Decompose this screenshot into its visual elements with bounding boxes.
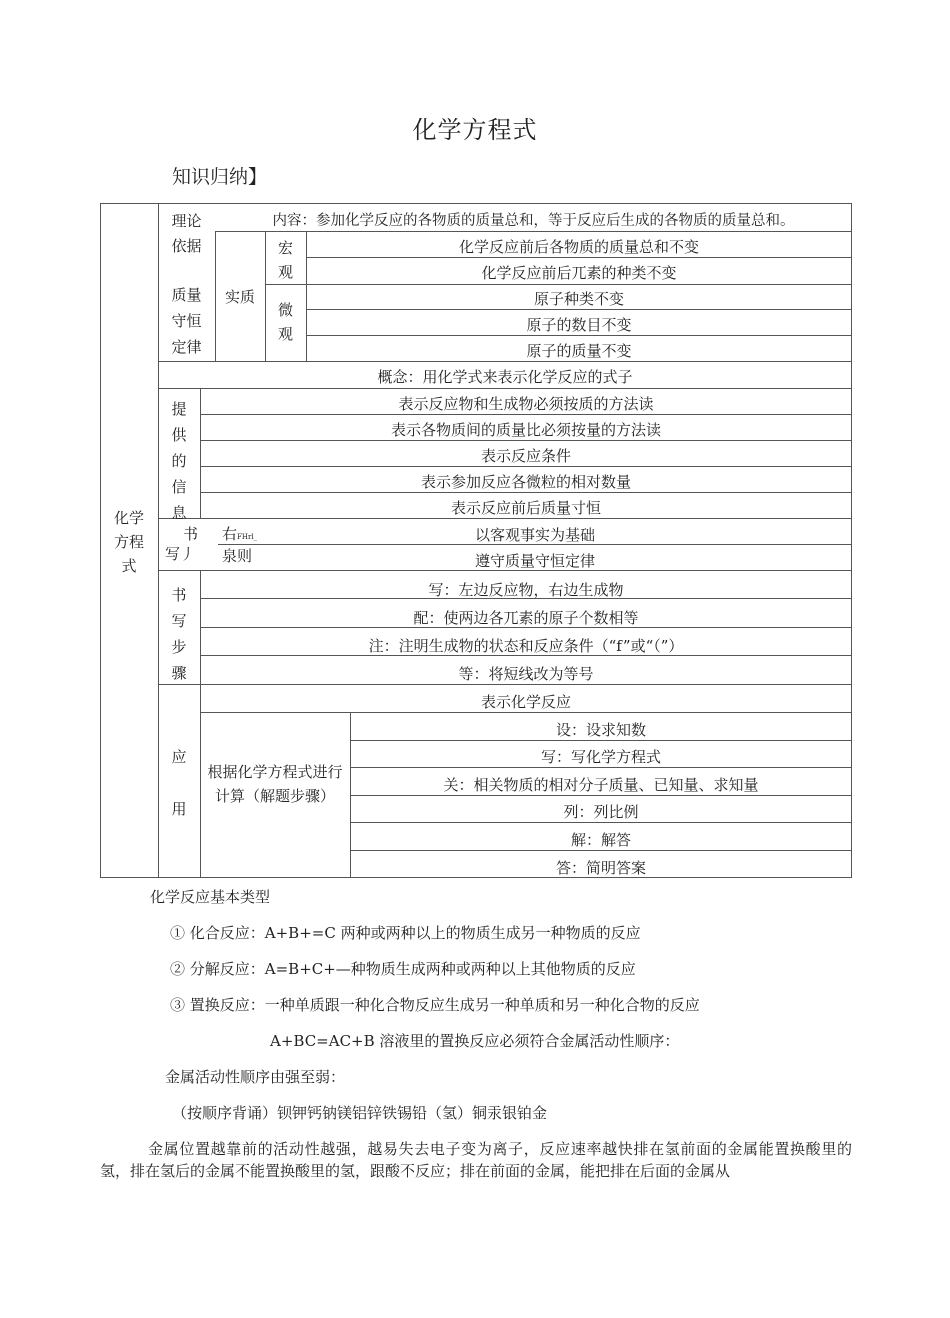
calc-step: 写：写化学方程式 bbox=[540, 748, 661, 766]
calc-step: 解：解答 bbox=[570, 831, 631, 849]
calc-step: 设：设求知数 bbox=[555, 721, 646, 739]
reaction-type-displacement: ③ 置换反应：一种单质跟一种化合物反应生成另一种单质和另一种化合物的反应 bbox=[170, 996, 700, 1014]
activity-series-heading: 金属活动性顺序由强至弱： bbox=[165, 1068, 346, 1086]
info-item: 表示反应物和生成物必须按质的方法读 bbox=[398, 395, 654, 413]
principle-label-b: 写丿 bbox=[165, 545, 196, 563]
calc-step: 列：列比例 bbox=[563, 803, 639, 821]
step-item: 等：将短线改为等号 bbox=[458, 665, 594, 683]
principle-label-a: 书 bbox=[183, 525, 199, 543]
reaction-types-heading: 化学反应基本类型 bbox=[150, 888, 271, 906]
reaction-type-combination: ① 化合反应：A+B+=C 两种或两种以上的物质生成另一种物质的反应 bbox=[170, 924, 641, 942]
calc-step: 关：相关物质的相对分子质量、已知量、求知量 bbox=[443, 776, 759, 794]
principle-sub-b: 泉则 bbox=[222, 547, 253, 565]
mass-conservation-label: 质量 守恒 定律 bbox=[171, 286, 202, 356]
law-content: 内容：参加化学反应的各物质的质量总和，等于反应后生成的各物质的质量总和。 bbox=[272, 213, 795, 229]
micro-item: 原子的质量不变 bbox=[526, 342, 632, 360]
macro-item: 化学反应前后各物质的质量总和不变 bbox=[458, 238, 699, 256]
activity-series: （按顺序背诵）钡钾钙钠镁铝锌铁锡铅（氢）铜汞银铂金 bbox=[172, 1104, 548, 1122]
theory-basis-label: 理论 依据 bbox=[171, 212, 202, 255]
activity-explanation: 金属位置越靠前的活动性越强，越易失去电子变为离子，反应速率越快排在氢前面的金属能置换酸里的氢，排在氢后的金属不能置换酸里的氢，跟酸不反应；排在前面的金属，能把排在后面的金属从 bbox=[100, 1140, 852, 1180]
step-item: 写：左边反应物，右边生成物 bbox=[428, 581, 624, 599]
macro-item: 化学反应前后兀素的种类不变 bbox=[481, 264, 677, 282]
principle-sub-a: 右FHrl_ bbox=[222, 525, 258, 543]
principle-item: 以客观事实为基础 bbox=[474, 526, 595, 544]
concept-row: 概念：用化学式来表示化学反应的式子 bbox=[377, 368, 633, 386]
micro-label: 微 观 bbox=[277, 301, 293, 343]
info-item: 表示反应条件 bbox=[480, 447, 571, 465]
info-item: 表示参加反应各微粒的相对数量 bbox=[420, 473, 631, 491]
application-label: 应 用 bbox=[171, 748, 187, 818]
step-item: 注：注明生成物的状态和反应条件（“f”或“（”） bbox=[368, 637, 684, 655]
section-heading: 知识归纳】 bbox=[172, 166, 268, 188]
reaction-type-decomposition: ② 分解反应：A=B+C+—种物质生成两种或两种以上其他物质的反应 bbox=[170, 960, 636, 978]
info-item: 表示各物质间的质量比必须按量的方法读 bbox=[390, 421, 661, 439]
page-title: 化学方程式 bbox=[412, 116, 538, 144]
chemical-equation-label: 化学 方程 式 bbox=[113, 509, 144, 575]
steps-label: 书 写 步 骤 bbox=[171, 586, 187, 682]
micro-item: 原子种类不变 bbox=[533, 290, 624, 308]
macro-label: 宏 观 bbox=[277, 239, 293, 281]
principle-item: 遵守质量守恒定律 bbox=[474, 552, 595, 570]
calc-step: 答：简明答案 bbox=[555, 859, 646, 877]
info-label: 提 供 的 信 息 bbox=[171, 400, 187, 522]
calc-label: 根据化学方程式进行计算（解题步骤） bbox=[207, 763, 343, 805]
displacement-formula: A+BC=AC+B 溶液里的置换反应必须符合金属活动性顺序： bbox=[270, 1032, 680, 1050]
application-first: 表示化学反应 bbox=[480, 693, 571, 711]
info-item: 表示反应前后质量寸恒 bbox=[450, 499, 601, 517]
essence-label: 实质 bbox=[224, 288, 255, 306]
micro-item: 原子的数目不变 bbox=[526, 316, 632, 334]
step-item: 配：使两边各兀素的原子个数相等 bbox=[413, 609, 639, 627]
